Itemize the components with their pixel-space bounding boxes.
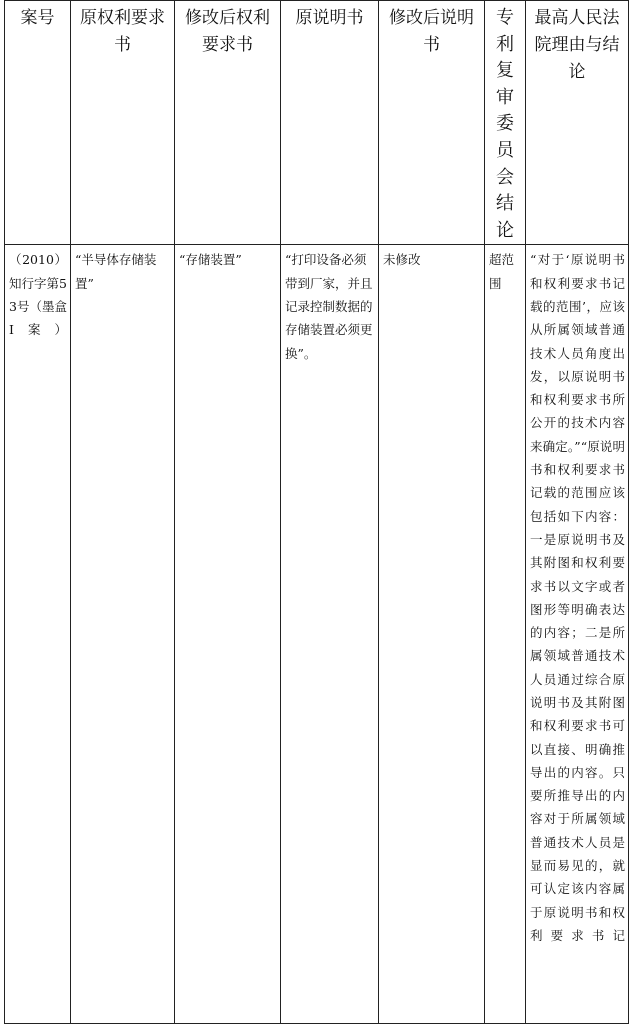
cell-amended-spec [379,245,485,1024]
cell-original-claims [71,245,175,1024]
cell-case-no [5,245,71,1024]
case-no-text: （2010）知行字第53号（墨盒I案） [9,252,67,338]
header-board-conclusion: 专利复审委员会结论 [485,1,526,245]
cell-amended-claims [175,245,281,1024]
cell-original-spec [281,245,379,1024]
header-amended-spec: 修改后说明书 [379,1,485,245]
header-court-reasoning: 最高人民法院理由与结论 [526,1,629,245]
comparison-table [4,0,629,1024]
table-row [5,245,629,1024]
header-row [5,1,629,245]
board-conclusion-text: 超范围 [489,252,515,291]
header-case-no: 案号 [5,1,71,245]
original-spec-text: “打印设备必须带到厂家，并且记录控制数据的存储装置必须更换”。 [285,252,373,361]
header-original-claims: 原权利要求书 [71,1,175,245]
amended-spec-text: 未修改 [383,252,421,268]
cell-court-reasoning [526,245,629,1024]
original-claims-text: “半导体存储装置” [75,252,157,291]
header-original-spec: 原说明书 [281,1,379,245]
header-amended-claims: 修改后权利要求书 [175,1,281,245]
court-reasoning-text: “对于‘原说明书和权利要求书记载的范围’，应该从所属领域普通技术人员角度出发，以原说明书和权利要求书所公开的技术内容来确定。”“原说明书和权利要求书记载的范围应该包括如下内容：一是原说明书及其附图和权利要求书以文字或者图形等明确表达的内容；二是所属领域普通技术人员通过综合原说明书及其附图和权利要求书可以直接、明确推导出的内容。只要所推导出的内容对于所属领域普通技术人员是显而易见的，就可认定该内容属于原说明书和权利要求书记 [530,252,625,943]
cell-board-conclusion [485,245,526,1024]
amended-claims-text: “存储装置” [179,252,242,268]
